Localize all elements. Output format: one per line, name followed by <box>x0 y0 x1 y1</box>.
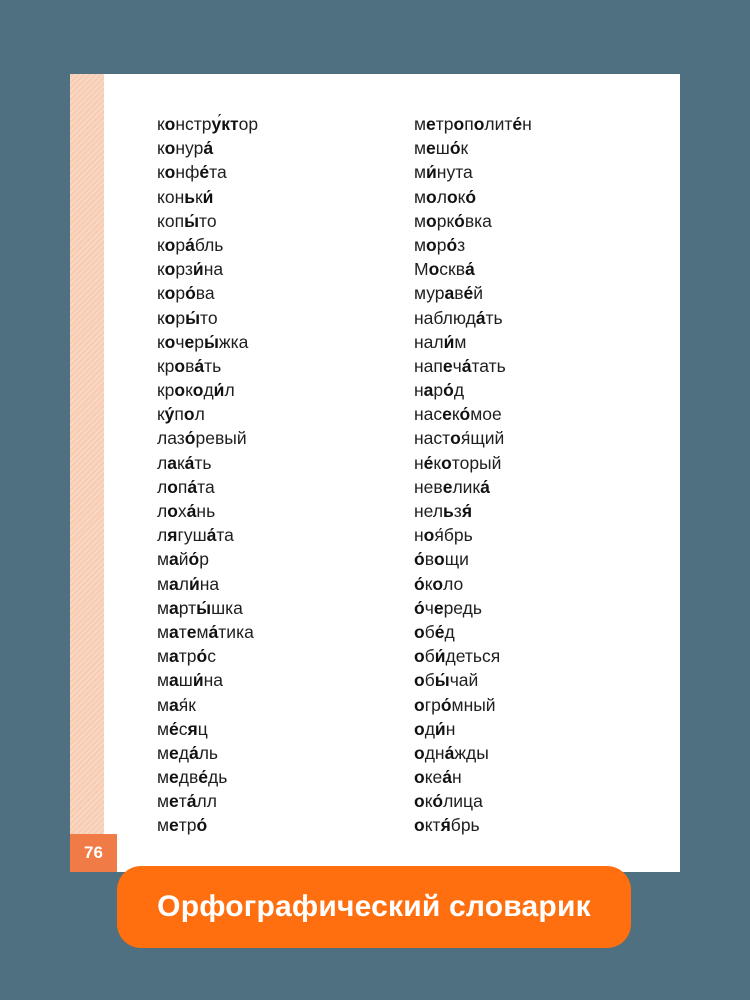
dictionary-word: конфе́та <box>157 162 227 183</box>
dictionary-word: нельзя́ <box>414 501 473 521</box>
dictionary-word: молоко́ <box>414 186 477 207</box>
dictionary-word: кочеры́жка <box>157 331 249 352</box>
dictionary-word: лака́ть <box>157 452 212 473</box>
dictionary-word: мета́лл <box>157 791 217 812</box>
dictionary-word: ноя́брь <box>414 525 473 546</box>
dictionary-word: коры́то <box>157 307 218 328</box>
dictionary-word: лоха́нь <box>157 501 216 521</box>
dictionary-word: мали́на <box>157 573 220 594</box>
dictionary-word: марты́шка <box>157 597 243 618</box>
dictionary-word: медве́дь <box>157 767 228 788</box>
dictionary-word: конструктор <box>157 114 259 134</box>
dictionary-word: мураве́й <box>414 283 484 304</box>
dictionary-word: лягуша́та <box>157 525 234 546</box>
dictionary-word: океа́н <box>414 767 462 788</box>
dictionary-word: морко́вка <box>414 210 492 231</box>
dictionary-word: о́вощи <box>414 549 469 570</box>
dictionary-word: Москва́ <box>414 259 475 280</box>
dictionary-word: копы́то <box>157 210 217 231</box>
dictionary-page <box>70 74 680 872</box>
dictionary-word: крова́ть <box>157 355 222 376</box>
dictionary-word: метрополите́н <box>414 114 532 134</box>
book-title-banner: Орфографический словарик <box>117 866 631 948</box>
dictionary-word: нали́м <box>414 331 467 352</box>
dictionary-word: лопа́та <box>157 476 215 497</box>
dictionary-word: напеча́тать <box>414 355 506 376</box>
dictionary-word: оди́н <box>414 718 456 739</box>
dictionary-word: око́лица <box>414 791 483 812</box>
dictionary-word: метро́ <box>157 815 208 836</box>
dictionary-word: обе́д <box>414 621 455 642</box>
dictionary-word: матема́тика <box>157 621 254 642</box>
word-column-left <box>157 112 258 838</box>
page-margin-strip <box>70 74 104 834</box>
dictionary-word: о́коло <box>414 573 464 594</box>
dictionary-word: насеко́мое <box>414 404 502 425</box>
dictionary-word: лазо́ревый <box>157 428 247 449</box>
dictionary-word: ме́сяц <box>157 718 208 739</box>
dictionary-word: меда́ль <box>157 742 219 763</box>
dictionary-word: октя́брь <box>414 815 480 836</box>
dictionary-word: мешо́к <box>414 138 469 159</box>
dictionary-word: матро́с <box>157 646 216 667</box>
dictionary-word: о́чередь <box>414 597 482 618</box>
word-column-right <box>414 112 532 838</box>
dictionary-word: огро́мный <box>414 694 496 715</box>
dictionary-word: крокоди́л <box>157 380 235 401</box>
dictionary-word: моро́з <box>414 234 466 255</box>
dictionary-word: оби́деться <box>414 646 501 667</box>
page-number: 76 <box>70 834 117 872</box>
dictionary-word: маши́на <box>157 670 223 691</box>
dictionary-word: конура́ <box>157 138 214 159</box>
dictionary-word: майо́р <box>157 549 209 570</box>
dictionary-word: коро́ва <box>157 283 215 304</box>
dictionary-word: одна́жды <box>414 742 489 763</box>
dictionary-word: обы́чай <box>414 670 479 691</box>
dictionary-word: наблюда́ть <box>414 307 503 328</box>
dictionary-word: наро́д <box>414 380 465 401</box>
dictionary-word: мая́к <box>157 694 196 715</box>
dictionary-word: коньки́ <box>157 186 214 207</box>
dictionary-word: ми́нута <box>414 162 473 183</box>
dictionary-word: невелика́ <box>414 476 490 497</box>
dictionary-word: не́который <box>414 452 502 473</box>
dictionary-word: кора́бль <box>157 234 224 255</box>
dictionary-word: ку́пол <box>157 404 205 425</box>
dictionary-word: корзи́на <box>157 259 224 280</box>
dictionary-word: настоя́щий <box>414 428 505 449</box>
